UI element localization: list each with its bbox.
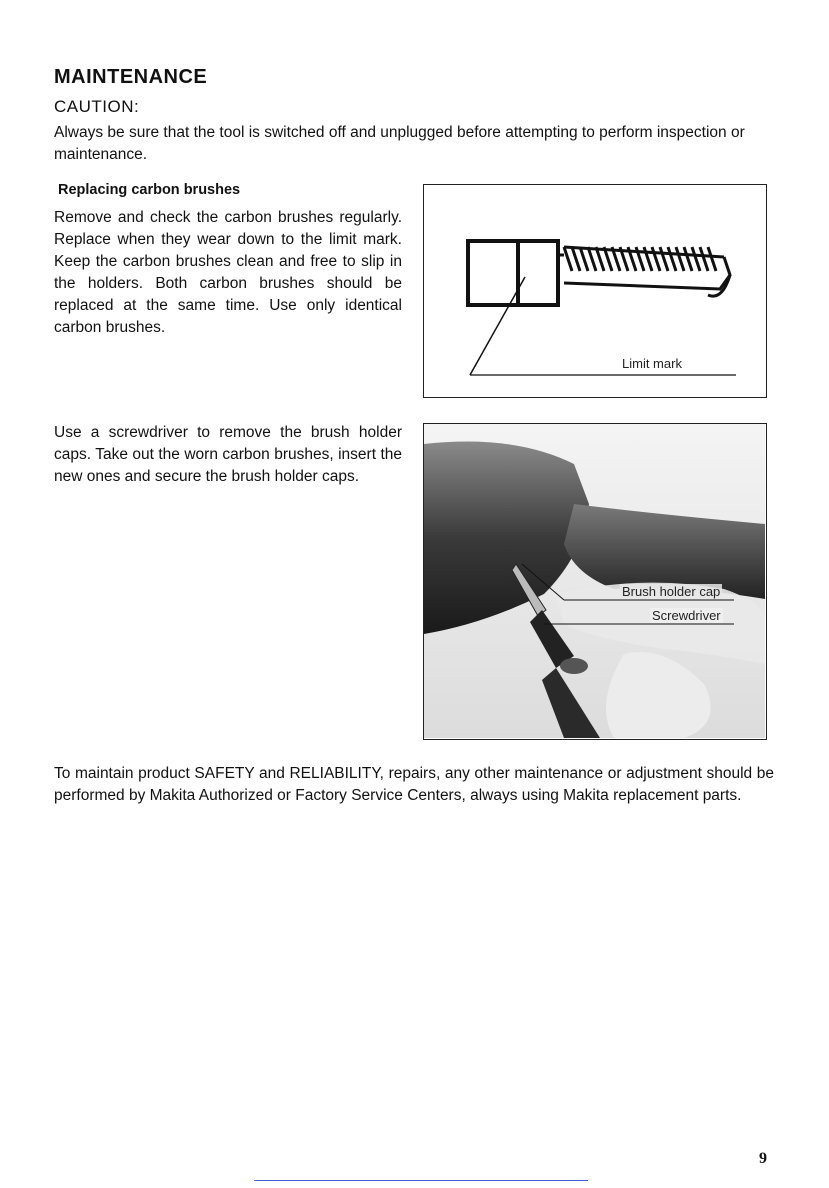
- carbon-brush-illustration: [424, 185, 765, 396]
- section-title: MAINTENANCE: [54, 66, 208, 88]
- screwdriver-label: Screwdriver: [652, 608, 721, 623]
- brush-holder-cap-label: Brush holder cap: [622, 584, 721, 599]
- limit-mark-label: Limit mark: [622, 356, 682, 371]
- carbon-brushes-heading: Replacing carbon brushes: [58, 182, 241, 198]
- photo-leader-lines: [424, 424, 765, 738]
- screwdriver-paragraph: Use a screwdriver to remove the brush holder caps. Take out the worn carbon brushes, insert the new ones and secure the brush holder caps.: [54, 424, 402, 485]
- page-number: 9: [759, 1150, 767, 1167]
- closing-paragraph: To maintain product SAFETY and RELIABILITY, repairs, any other maintenance or adjustment should be performed by Makita Authorized or Factory Service Centers, always using Makita replacement parts.: [54, 765, 774, 804]
- carbon-brush-figure: [423, 184, 767, 398]
- caution-label: CAUTION:: [54, 97, 140, 116]
- carbon-brushes-paragraph: Remove and check the carbon brushes regularly. Replace when they wear down to the limit mark. Keep the carbon brushes clean and free to slip in the holders. Both carbon brushes should be replaced at the same time. Use only identical carbon brushes.: [54, 209, 402, 336]
- brush-holder-photo: [423, 423, 767, 740]
- bottom-rule: [254, 1180, 588, 1181]
- caution-text: Always be sure that the tool is switched off and unplugged before attempting to perform inspection or maintenance.: [54, 124, 745, 163]
